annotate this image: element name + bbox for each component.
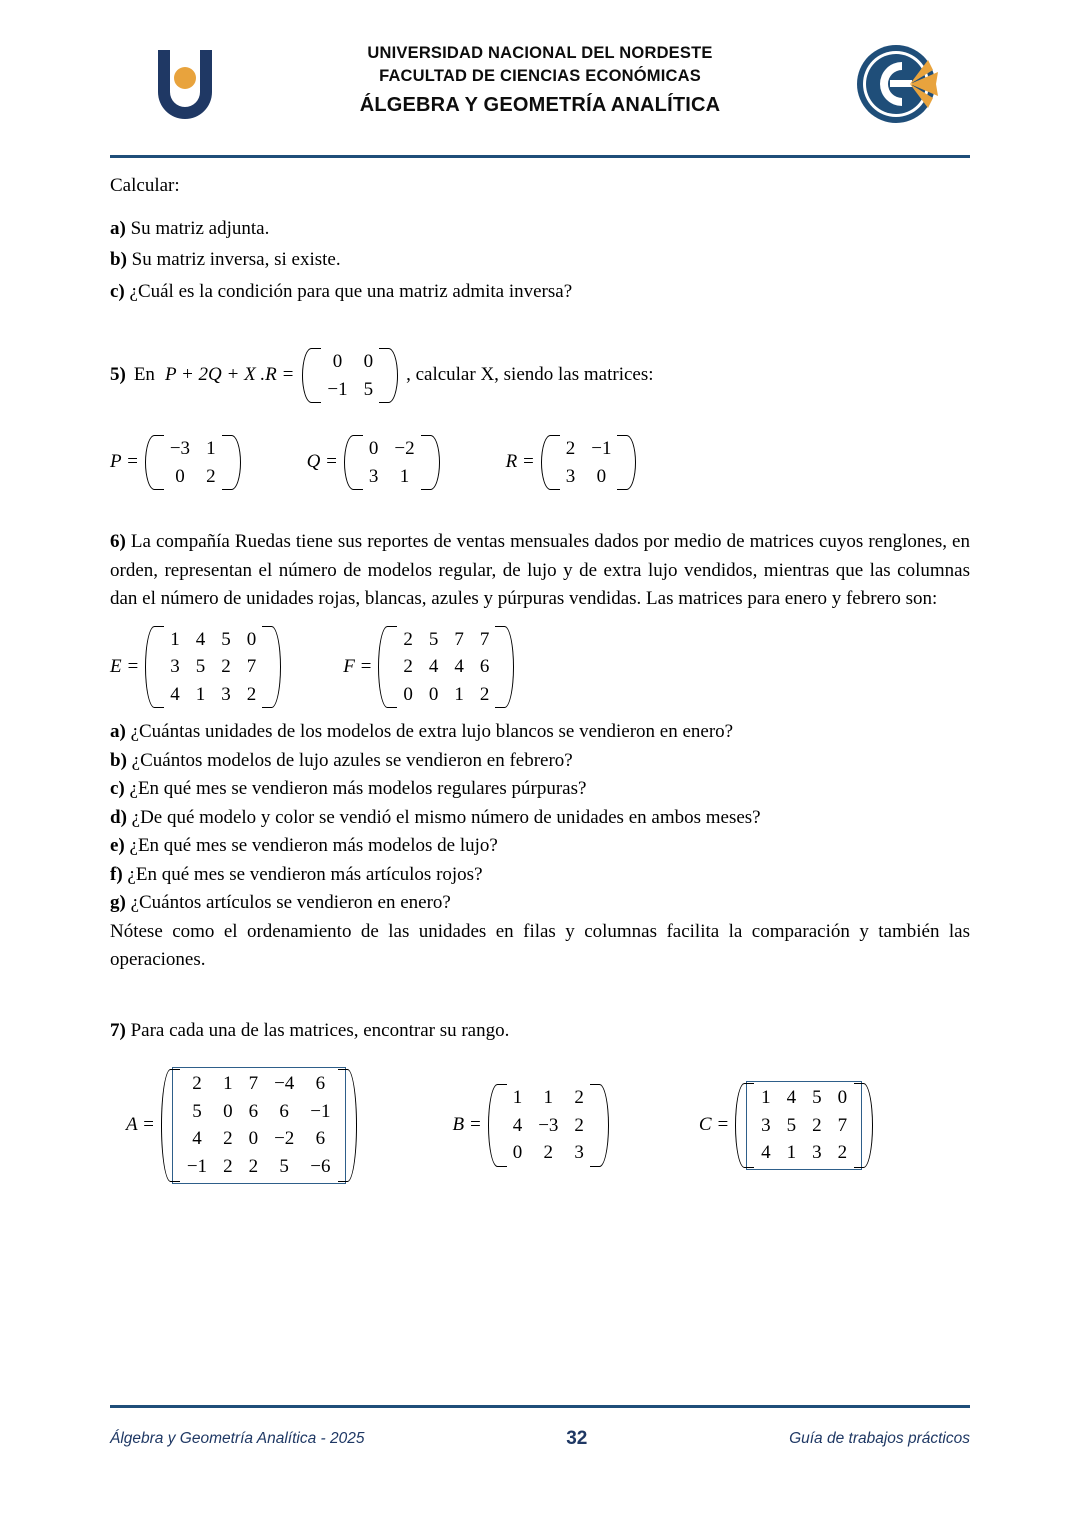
paren-left-icon xyxy=(735,1081,746,1170)
matrix-cell: 2 xyxy=(479,683,490,705)
matrix-cell: 2 xyxy=(223,1128,233,1150)
item-label: a) xyxy=(110,217,126,239)
matrix-cell: 5 xyxy=(221,628,231,650)
matrix-cell: −1 xyxy=(186,1155,208,1177)
question-label: c) xyxy=(110,778,125,800)
matrix-right-side xyxy=(302,346,398,405)
list-item xyxy=(110,718,970,747)
matrix-R xyxy=(541,433,637,492)
matrix-cell: 2 xyxy=(223,1155,233,1177)
item-text: Su matriz inversa, si existe. xyxy=(131,249,341,270)
matrix-cell: 0 xyxy=(246,628,257,650)
matrix-cell: 4 xyxy=(170,683,180,705)
page-number: 32 xyxy=(566,1428,588,1449)
matrix-cell: −2 xyxy=(394,438,415,460)
question-label: e) xyxy=(110,835,125,857)
list-item xyxy=(110,246,970,275)
matrix-cell: 7 xyxy=(454,628,464,650)
matrix-F-label: F = xyxy=(343,655,373,677)
matrix-cell: 4 xyxy=(428,656,439,678)
matrix-cell: 0 xyxy=(512,1142,523,1164)
matrix-cell: 2 xyxy=(543,1142,554,1164)
matrix-cell: 2 xyxy=(221,656,231,678)
exercise-5-tail: , calcular X, siendo las matrices: xyxy=(406,364,654,386)
exercise-5-number: 5) xyxy=(110,364,126,386)
paren-left-icon xyxy=(161,1067,172,1183)
matrix-cell: 4 xyxy=(195,628,206,650)
paren-right-icon xyxy=(598,1082,609,1169)
matrix-cell: 3 xyxy=(565,465,576,487)
matrix-cell: 0 xyxy=(403,683,413,705)
matrix-Q-label: Q = xyxy=(306,451,338,473)
exercise-6-number: 6) xyxy=(110,531,126,553)
matrix-cell: −1 xyxy=(310,1100,331,1122)
exercise-6-questions xyxy=(110,718,970,975)
matrix-cell: 5 xyxy=(192,1100,202,1122)
paren-left-icon xyxy=(302,346,313,405)
paren-right-icon xyxy=(230,433,241,492)
question-label: g) xyxy=(110,892,126,914)
matrix-R-label: R = xyxy=(505,451,535,473)
matrix-B-label: B = xyxy=(452,1114,482,1136)
matrix-cell: −1 xyxy=(591,438,612,460)
list-item xyxy=(110,889,970,918)
paren-left-icon xyxy=(488,1082,499,1169)
matrix-P xyxy=(145,433,241,492)
header-divider xyxy=(110,155,970,158)
header-line-3: ÁLGEBRA Y GEOMETRÍA ANALÍTICA xyxy=(359,93,721,116)
matrix-cell: 5 xyxy=(428,628,439,650)
matrix-cell: 5 xyxy=(812,1087,822,1109)
matrix-A xyxy=(161,1067,357,1183)
exercise-5-expression: P + 2Q + X .R = xyxy=(164,364,295,386)
matrix-cell: 0 xyxy=(332,351,343,372)
paren-left-icon xyxy=(344,433,355,492)
matrix-cell: 7 xyxy=(246,656,257,678)
paren-left-icon xyxy=(145,624,156,711)
exercise-6-note: Nótese como el ordenamiento de las unidades en filas y columnas facilita la comparación y también las operaciones. xyxy=(110,920,970,971)
matrix-cell: 5 xyxy=(195,656,206,678)
matrix-cell: 5 xyxy=(786,1114,797,1136)
matrix-cell: 0 xyxy=(837,1087,848,1109)
header-line-2: FACULTAD DE CIENCIAS ECONÓMICAS xyxy=(379,67,701,86)
question-text: ¿Cuántos modelos de lujo azules se vendieron en febrero? xyxy=(131,749,573,771)
question-label: d) xyxy=(110,806,127,828)
question-label: f) xyxy=(110,863,123,885)
matrix-cell: 4 xyxy=(192,1128,202,1150)
matrix-cell: 5 xyxy=(279,1155,289,1177)
page-footer xyxy=(110,1428,970,1450)
matrix-cell: 3 xyxy=(761,1114,771,1136)
paren-left-icon xyxy=(145,433,156,492)
exercise-7-matrices xyxy=(110,1067,970,1183)
exercise-7-line xyxy=(110,1017,970,1046)
matrix-cell: 0 xyxy=(596,465,607,487)
paren-right-icon xyxy=(387,346,398,405)
matrix-A-label: A = xyxy=(126,1114,155,1136)
unne-logo-icon xyxy=(142,44,228,124)
paren-right-icon xyxy=(346,1067,357,1183)
exercise-5-lead: En xyxy=(133,364,155,386)
matrix-E-label: E = xyxy=(110,655,140,677)
matrix-cell: 1 xyxy=(786,1142,797,1164)
matrix-cell: −1 xyxy=(327,378,348,400)
item-text: Su matriz adjunta. xyxy=(130,217,270,239)
paren-left-icon xyxy=(541,433,552,492)
matrix-cell: 2 xyxy=(403,628,413,650)
matrix-cell: 0 xyxy=(368,438,379,460)
list-item xyxy=(110,747,970,776)
question-text: ¿En qué mes se vendieron más artículos rojos? xyxy=(127,863,483,885)
matrix-cell: 2 xyxy=(574,1114,584,1136)
header-line-1: UNIVERSIDAD NACIONAL DEL NORDESTE xyxy=(367,44,713,62)
matrix-cell: 2 xyxy=(812,1114,822,1136)
matrix-cell: 2 xyxy=(192,1073,202,1095)
list-item xyxy=(110,215,970,244)
exercise-6-text: La compañía Ruedas tiene sus reportes de ventas mensuales dados por medio de matrices cuyos renglones, en orden, representan el número de modelos regular, de lujo y de extra lujo vendidos, mientras que las columnas dan el número de unidades rojas, blancas, azules y púrpuras vendidas. Las matrices para enero y febrero son: xyxy=(110,531,970,610)
matrix-cell: 2 xyxy=(206,465,216,487)
matrix-cell: 2 xyxy=(248,1155,259,1177)
matrix-Q xyxy=(344,433,440,492)
matrix-cell: 6 xyxy=(315,1128,326,1150)
item-label: b) xyxy=(110,249,127,270)
matrix-cell: −3 xyxy=(169,438,191,460)
fce-logo-icon xyxy=(850,42,942,126)
calcular-label: Calcular: xyxy=(110,175,180,196)
footer-divider xyxy=(110,1405,970,1408)
matrix-cell: 0 xyxy=(428,683,439,705)
items-a-c xyxy=(110,215,970,307)
matrix-cell: 6 xyxy=(479,656,490,678)
matrix-cell: 1 xyxy=(206,438,216,460)
matrix-cell: 1 xyxy=(399,465,410,487)
matrix-cell: 3 xyxy=(574,1142,584,1164)
question-text: ¿De qué modelo y color se vendió el mismo número de unidades en ambos meses? xyxy=(131,806,761,828)
footer-left-text: Álgebra y Geometría Analítica - 2025 xyxy=(110,1430,365,1447)
exercise-5-matrices xyxy=(110,433,970,492)
matrix-cell: 4 xyxy=(454,656,464,678)
matrix-cell: 3 xyxy=(812,1142,822,1164)
matrix-cell: 3 xyxy=(170,656,180,678)
matrix-cell: −3 xyxy=(538,1114,559,1136)
matrix-cell: 1 xyxy=(454,683,464,705)
matrix-cell: 2 xyxy=(246,683,257,705)
matrix-cell: 0 xyxy=(223,1100,233,1122)
matrix-cell: 6 xyxy=(248,1100,259,1122)
matrix-E xyxy=(145,624,281,711)
exercise-7-number: 7) xyxy=(110,1019,126,1041)
page-content xyxy=(110,172,970,1184)
matrix-cell: 1 xyxy=(543,1087,554,1109)
matrix-B xyxy=(488,1082,609,1169)
item-text: ¿Cuál es la condición para que una matriz admita inversa? xyxy=(129,280,573,302)
matrix-cell: 4 xyxy=(512,1114,523,1136)
exercise-5-line xyxy=(110,346,970,405)
matrix-cell: 7 xyxy=(479,628,490,650)
paren-right-icon xyxy=(625,433,636,492)
matrix-C-label: C = xyxy=(698,1114,730,1136)
matrix-cell: 0 xyxy=(363,351,374,372)
matrix-cell: −2 xyxy=(274,1128,295,1150)
header-titles xyxy=(360,42,721,119)
paren-right-icon xyxy=(862,1081,873,1170)
question-text: ¿En qué mes se vendieron más modelos regulares púrpuras? xyxy=(129,778,587,800)
item-label: c) xyxy=(110,280,125,302)
matrix-C xyxy=(735,1081,873,1170)
matrix-P-label: P = xyxy=(110,451,139,473)
question-text: ¿En qué mes se vendieron más modelos de lujo? xyxy=(129,835,498,857)
page-header xyxy=(110,0,970,116)
list-item xyxy=(110,278,970,307)
paren-right-icon xyxy=(429,433,440,492)
matrix-cell: 2 xyxy=(837,1142,848,1164)
matrix-cell: 0 xyxy=(248,1128,259,1150)
matrix-cell: 6 xyxy=(315,1073,326,1095)
question-label: a) xyxy=(110,721,126,743)
matrix-cell: 1 xyxy=(170,628,180,650)
matrix-cell: 3 xyxy=(368,465,379,487)
matrix-cell: 4 xyxy=(761,1142,771,1164)
matrix-cell: 2 xyxy=(574,1087,584,1109)
matrix-cell: −4 xyxy=(274,1073,295,1095)
matrix-cell: 4 xyxy=(786,1087,797,1109)
question-text: ¿Cuántas unidades de los modelos de extra lujo blancos se vendieron en enero? xyxy=(130,721,734,743)
matrix-cell: 6 xyxy=(279,1100,289,1122)
list-item xyxy=(110,804,970,833)
exercise-6-matrices xyxy=(110,624,970,711)
matrix-cell: 1 xyxy=(512,1087,523,1109)
question-label: b) xyxy=(110,749,127,771)
exercise-6-paragraph xyxy=(110,528,970,614)
list-item xyxy=(110,861,970,890)
matrix-cell: 0 xyxy=(175,465,185,487)
list-item xyxy=(110,775,970,804)
matrix-cell: 2 xyxy=(403,656,413,678)
matrix-cell: 7 xyxy=(837,1114,848,1136)
matrix-cell: 5 xyxy=(363,378,374,400)
paren-right-icon xyxy=(503,624,514,711)
matrix-cell: 2 xyxy=(565,438,576,460)
matrix-cell: −6 xyxy=(310,1155,331,1177)
matrix-cell: 7 xyxy=(248,1073,259,1095)
matrix-cell: 1 xyxy=(195,683,206,705)
matrix-cell: 1 xyxy=(761,1087,771,1109)
paren-left-icon xyxy=(378,624,389,711)
matrix-cell: 1 xyxy=(223,1073,233,1095)
matrix-F xyxy=(378,624,514,711)
footer-right-text: Guía de trabajos prácticos xyxy=(789,1430,970,1447)
list-item xyxy=(110,832,970,861)
paren-right-icon xyxy=(270,624,281,711)
exercise-7-text: Para cada una de las matrices, encontrar su rango. xyxy=(130,1019,510,1041)
matrix-cell: 3 xyxy=(221,683,231,705)
question-text: ¿Cuántos artículos se vendieron en enero? xyxy=(130,892,451,914)
